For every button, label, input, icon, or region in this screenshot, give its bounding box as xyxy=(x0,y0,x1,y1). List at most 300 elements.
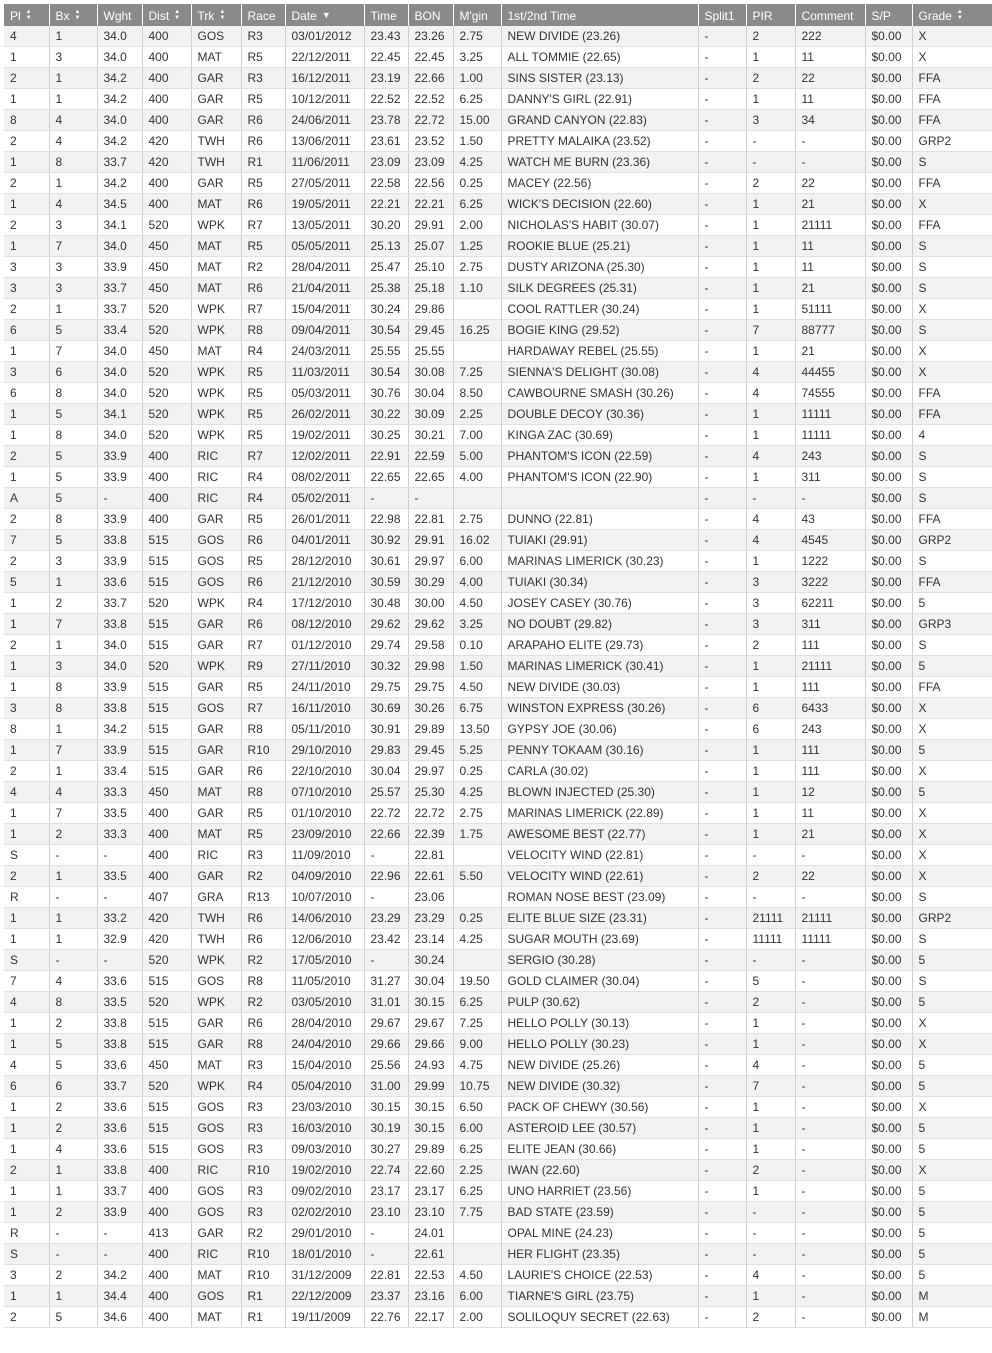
table-row[interactable] xyxy=(4,761,992,782)
cell-bx: 4 xyxy=(49,971,97,992)
cell-comment: 11 xyxy=(795,257,865,278)
cell-dist: 450 xyxy=(142,341,191,362)
cell-1st-2nd-time: PACK OF CHEWY (30.56) xyxy=(501,1097,698,1118)
cell-bx: - xyxy=(49,1223,97,1244)
table-row[interactable] xyxy=(4,1223,992,1244)
cell-date: 10/12/2011 xyxy=(285,89,364,110)
table-row[interactable] xyxy=(4,362,992,383)
cell-wght: 33.9 xyxy=(97,257,142,278)
cell-split1: - xyxy=(698,383,746,404)
cell-dist: 420 xyxy=(142,929,191,950)
cell-dist: 520 xyxy=(142,425,191,446)
cell-race: R6 xyxy=(241,1013,285,1034)
cell-pl: 1 xyxy=(4,1034,49,1055)
table-row[interactable] xyxy=(4,1118,992,1139)
cell-trk: WPK xyxy=(191,1076,241,1097)
cell-date: 09/02/2010 xyxy=(285,1181,364,1202)
cell-trk: GAR xyxy=(191,719,241,740)
cell-bon: 29.66 xyxy=(408,1034,453,1055)
cell-bx: 1 xyxy=(49,908,97,929)
cell-date: 04/01/2011 xyxy=(285,530,364,551)
cell-pir: 1 xyxy=(746,89,795,110)
table-row[interactable] xyxy=(4,194,992,215)
cell-pl: 1 xyxy=(4,89,49,110)
table-row[interactable] xyxy=(4,1055,992,1076)
cell-pl: 2 xyxy=(4,299,49,320)
table-row[interactable] xyxy=(4,467,992,488)
cell-date: 19/02/2011 xyxy=(285,425,364,446)
cell-pir: 1 xyxy=(746,677,795,698)
cell-dist: 420 xyxy=(142,131,191,152)
cell-split1: - xyxy=(698,614,746,635)
cell-1st-2nd-time: DOUBLE DECOY (30.36) xyxy=(501,404,698,425)
cell-date: 29/01/2010 xyxy=(285,1223,364,1244)
cell-bon: 24.01 xyxy=(408,1223,453,1244)
table-row[interactable] xyxy=(4,446,992,467)
table-row[interactable] xyxy=(4,131,992,152)
cell-race: R5 xyxy=(241,47,285,68)
cell-grade: X xyxy=(912,47,992,68)
cell-1st-2nd-time: BLOWN INJECTED (25.30) xyxy=(501,782,698,803)
sort-both-icon[interactable]: ▲ ▼ xyxy=(25,9,32,22)
cell-grade: FFA xyxy=(912,677,992,698)
table-row[interactable] xyxy=(4,908,992,929)
column-header-s-p[interactable] xyxy=(865,4,912,26)
cell-1st-2nd-time: NEW DIVIDE (30.32) xyxy=(501,1076,698,1097)
table-row[interactable] xyxy=(4,740,992,761)
table-row[interactable] xyxy=(4,404,992,425)
table-row[interactable] xyxy=(4,278,992,299)
cell-bon: 22.61 xyxy=(408,1244,453,1265)
cell-dist: 450 xyxy=(142,278,191,299)
cell-bon: 22.72 xyxy=(408,803,453,824)
cell-1st-2nd-time: OPAL MINE (24.23) xyxy=(501,1223,698,1244)
cell-split1: - xyxy=(698,446,746,467)
table-row[interactable] xyxy=(4,656,992,677)
cell-split1: - xyxy=(698,866,746,887)
cell-trk: MAT xyxy=(191,278,241,299)
cell-1st-2nd-time: NEW DIVIDE (30.03) xyxy=(501,677,698,698)
table-row[interactable] xyxy=(4,1181,992,1202)
table-row[interactable] xyxy=(4,1034,992,1055)
table-row[interactable] xyxy=(4,698,992,719)
cell-trk: GOS xyxy=(191,1139,241,1160)
cell-comment: 111 xyxy=(795,740,865,761)
cell-trk: GAR xyxy=(191,803,241,824)
cell-grade: 5 xyxy=(912,1244,992,1265)
cell-bx: 1 xyxy=(49,929,97,950)
cell-trk: TWH xyxy=(191,152,241,173)
cell-bx: 1 xyxy=(49,173,97,194)
cell-date: 11/03/2011 xyxy=(285,362,364,383)
table-row[interactable] xyxy=(4,1076,992,1097)
cell-comment: 11111 xyxy=(795,425,865,446)
cell-bon: 29.99 xyxy=(408,1076,453,1097)
cell-dist: 515 xyxy=(142,1097,191,1118)
table-row[interactable] xyxy=(4,824,992,845)
cell-race: R4 xyxy=(241,1076,285,1097)
cell-m-gin: 5.25 xyxy=(453,740,501,761)
cell-bon: 25.30 xyxy=(408,782,453,803)
table-row[interactable] xyxy=(4,68,992,89)
cell-grade: 5 xyxy=(912,1202,992,1223)
cell-pl: 1 xyxy=(4,236,49,257)
cell-split1: - xyxy=(698,110,746,131)
cell-bon: 23.14 xyxy=(408,929,453,950)
table-row[interactable] xyxy=(4,572,992,593)
cell-wght: 33.6 xyxy=(97,1139,142,1160)
cell-race: R10 xyxy=(241,1244,285,1265)
cell-dist: 520 xyxy=(142,656,191,677)
column-header-time[interactable] xyxy=(364,4,408,26)
table-row[interactable] xyxy=(4,782,992,803)
cell-1st-2nd-time: NEW DIVIDE (25.26) xyxy=(501,1055,698,1076)
table-row[interactable] xyxy=(4,89,992,110)
cell-race: R5 xyxy=(241,89,285,110)
table-row[interactable] xyxy=(4,950,992,971)
cell-time: 22.74 xyxy=(364,1160,408,1181)
cell-race: R4 xyxy=(241,593,285,614)
table-row[interactable] xyxy=(4,215,992,236)
cell-pl: 3 xyxy=(4,1265,49,1286)
table-row[interactable] xyxy=(4,614,992,635)
cell-grade: FFA xyxy=(912,509,992,530)
column-header-pir[interactable] xyxy=(746,4,795,26)
cell-bon: 29.58 xyxy=(408,635,453,656)
cell-1st-2nd-time: DUNNO (22.81) xyxy=(501,509,698,530)
column-header-comment[interactable] xyxy=(795,4,865,26)
cell-dist: 515 xyxy=(142,719,191,740)
cell-date: 13/05/2011 xyxy=(285,215,364,236)
cell-time: 23.19 xyxy=(364,68,408,89)
cell-wght: - xyxy=(97,1244,142,1265)
cell-time: - xyxy=(364,488,408,509)
cell-comment: 12 xyxy=(795,782,865,803)
table-row[interactable] xyxy=(4,1013,992,1034)
cell-m-gin: 6.75 xyxy=(453,698,501,719)
table-row[interactable] xyxy=(4,635,992,656)
cell-comment: - xyxy=(795,1055,865,1076)
column-header-label: Pl xyxy=(10,8,21,23)
cell-pir: 4 xyxy=(746,446,795,467)
cell-pl: 7 xyxy=(4,530,49,551)
table-row[interactable] xyxy=(4,803,992,824)
cell-comment: 21111 xyxy=(795,215,865,236)
cell-bon: 25.18 xyxy=(408,278,453,299)
cell-pl: 6 xyxy=(4,383,49,404)
cell-s-p: $0.00 xyxy=(865,1055,912,1076)
cell-wght: 33.6 xyxy=(97,572,142,593)
cell-trk: GAR xyxy=(191,173,241,194)
sort-both-icon[interactable]: ▲ ▼ xyxy=(956,9,963,22)
table-row[interactable] xyxy=(4,1244,992,1265)
table-row[interactable] xyxy=(4,383,992,404)
sort-both-icon[interactable]: ▲ ▼ xyxy=(74,9,81,22)
cell-s-p: $0.00 xyxy=(865,950,912,971)
cell-pl: 1 xyxy=(4,1181,49,1202)
cell-wght: 33.8 xyxy=(97,614,142,635)
cell-dist: 400 xyxy=(142,110,191,131)
cell-dist: 515 xyxy=(142,1034,191,1055)
table-row[interactable] xyxy=(4,866,992,887)
table-row[interactable] xyxy=(4,1307,992,1328)
table-row[interactable] xyxy=(4,236,992,257)
sort-descending-icon[interactable]: ▼ xyxy=(321,9,331,20)
table-row[interactable] xyxy=(4,341,992,362)
cell-bon: 25.07 xyxy=(408,236,453,257)
cell-1st-2nd-time: IWAN (22.60) xyxy=(501,1160,698,1181)
cell-pir: - xyxy=(746,1202,795,1223)
cell-bon: 23.29 xyxy=(408,908,453,929)
table-row[interactable] xyxy=(4,152,992,173)
cell-1st-2nd-time: NICHOLAS'S HABIT (30.07) xyxy=(501,215,698,236)
cell-grade: 5 xyxy=(912,782,992,803)
cell-pir: 4 xyxy=(746,362,795,383)
cell-trk: RIC xyxy=(191,1160,241,1181)
cell-pl: 6 xyxy=(4,1076,49,1097)
cell-m-gin: 1.25 xyxy=(453,236,501,257)
table-row[interactable] xyxy=(4,320,992,341)
cell-pir: 1 xyxy=(746,404,795,425)
cell-grade: 5 xyxy=(912,1265,992,1286)
column-header-trk[interactable] xyxy=(191,4,241,26)
table-row[interactable] xyxy=(4,992,992,1013)
cell-grade: S xyxy=(912,551,992,572)
cell-race: R2 xyxy=(241,866,285,887)
cell-bon: 23.17 xyxy=(408,1181,453,1202)
cell-bon: 23.09 xyxy=(408,152,453,173)
cell-1st-2nd-time: CAWBOURNE SMASH (30.26) xyxy=(501,383,698,404)
cell-1st-2nd-time: CARLA (30.02) xyxy=(501,761,698,782)
table-row[interactable] xyxy=(4,257,992,278)
cell-race: R3 xyxy=(241,845,285,866)
cell-dist: 520 xyxy=(142,383,191,404)
cell-bx: 1 xyxy=(49,719,97,740)
cell-bx: 6 xyxy=(49,1076,97,1097)
cell-grade: S xyxy=(912,488,992,509)
cell-m-gin: 4.50 xyxy=(453,593,501,614)
cell-race: R5 xyxy=(241,803,285,824)
column-header-race[interactable] xyxy=(241,4,285,26)
cell-1st-2nd-time: DANNY'S GIRL (22.91) xyxy=(501,89,698,110)
cell-s-p: $0.00 xyxy=(865,845,912,866)
table-row[interactable] xyxy=(4,593,992,614)
table-row[interactable] xyxy=(4,1265,992,1286)
cell-date: 19/02/2010 xyxy=(285,1160,364,1181)
column-header-date[interactable] xyxy=(285,4,364,26)
table-row[interactable] xyxy=(4,488,992,509)
cell-bon: 30.04 xyxy=(408,971,453,992)
cell-wght: 34.2 xyxy=(97,173,142,194)
cell-wght: - xyxy=(97,845,142,866)
cell-trk: WPK xyxy=(191,383,241,404)
cell-time: - xyxy=(364,1223,408,1244)
table-row[interactable] xyxy=(4,551,992,572)
table-row[interactable] xyxy=(4,509,992,530)
table-row[interactable] xyxy=(4,26,992,47)
cell-dist: 400 xyxy=(142,1202,191,1223)
table-row[interactable] xyxy=(4,929,992,950)
cell-wght: 33.6 xyxy=(97,1097,142,1118)
cell-pir: 11111 xyxy=(746,929,795,950)
cell-s-p: $0.00 xyxy=(865,1076,912,1097)
cell-grade: FFA xyxy=(912,110,992,131)
cell-dist: 515 xyxy=(142,1013,191,1034)
table-row[interactable] xyxy=(4,47,992,68)
cell-race: R7 xyxy=(241,446,285,467)
cell-pl: 3 xyxy=(4,698,49,719)
cell-pl: 1 xyxy=(4,194,49,215)
cell-pl: 4 xyxy=(4,26,49,47)
cell-bon: 30.29 xyxy=(408,572,453,593)
cell-1st-2nd-time: SINS SISTER (23.13) xyxy=(501,68,698,89)
table-row[interactable] xyxy=(4,1097,992,1118)
cell-grade: S xyxy=(912,635,992,656)
cell-trk: WPK xyxy=(191,593,241,614)
cell-1st-2nd-time: PHANTOM'S ICON (22.59) xyxy=(501,446,698,467)
cell-1st-2nd-time: MARINAS LIMERICK (30.41) xyxy=(501,656,698,677)
cell-date: 09/04/2011 xyxy=(285,320,364,341)
column-header-bon[interactable] xyxy=(408,4,453,26)
cell-trk: WPK xyxy=(191,992,241,1013)
cell-date: 28/12/2010 xyxy=(285,551,364,572)
table-row[interactable] xyxy=(4,845,992,866)
cell-comment: - xyxy=(795,1034,865,1055)
cell-date: 01/12/2010 xyxy=(285,635,364,656)
cell-m-gin: 3.25 xyxy=(453,614,501,635)
cell-split1: - xyxy=(698,698,746,719)
cell-pir: 2 xyxy=(746,992,795,1013)
cell-bx: 8 xyxy=(49,677,97,698)
sort-both-icon[interactable]: ▲ ▼ xyxy=(219,9,226,22)
cell-wght: 34.4 xyxy=(97,1286,142,1307)
cell-split1: - xyxy=(698,173,746,194)
cell-pir: - xyxy=(746,1244,795,1265)
cell-trk: MAT xyxy=(191,236,241,257)
column-header-split1[interactable] xyxy=(698,4,746,26)
cell-race: R10 xyxy=(241,1160,285,1181)
cell-bon: 30.26 xyxy=(408,698,453,719)
table-row[interactable] xyxy=(4,1139,992,1160)
cell-race: R5 xyxy=(241,404,285,425)
cell-1st-2nd-time: GYPSY JOE (30.06) xyxy=(501,719,698,740)
cell-time: 30.61 xyxy=(364,551,408,572)
cell-m-gin: 3.25 xyxy=(453,47,501,68)
table-row[interactable] xyxy=(4,425,992,446)
cell-m-gin: 4.50 xyxy=(453,677,501,698)
cell-dist: 520 xyxy=(142,992,191,1013)
table-row[interactable] xyxy=(4,173,992,194)
cell-date: 02/02/2010 xyxy=(285,1202,364,1223)
table-row[interactable] xyxy=(4,971,992,992)
cell-date: 05/03/2011 xyxy=(285,383,364,404)
cell-comment: 21 xyxy=(795,194,865,215)
cell-time: 22.66 xyxy=(364,824,408,845)
table-row[interactable] xyxy=(4,1202,992,1223)
cell-comment: - xyxy=(795,1181,865,1202)
cell-race: R5 xyxy=(241,425,285,446)
cell-s-p: $0.00 xyxy=(865,824,912,845)
table-row[interactable] xyxy=(4,530,992,551)
table-row[interactable] xyxy=(4,1286,992,1307)
cell-pir: 2 xyxy=(746,26,795,47)
cell-comment: 74555 xyxy=(795,383,865,404)
column-header-label: Dist xyxy=(148,8,170,23)
column-header-m-gin[interactable] xyxy=(453,4,501,26)
table-row[interactable] xyxy=(4,1160,992,1181)
cell-dist: 515 xyxy=(142,971,191,992)
cell-pir: 4 xyxy=(746,530,795,551)
cell-m-gin: 1.50 xyxy=(453,656,501,677)
table-row[interactable] xyxy=(4,299,992,320)
cell-split1: - xyxy=(698,47,746,68)
cell-comment: 1222 xyxy=(795,551,865,572)
column-header-1st-2nd-time[interactable] xyxy=(501,4,698,26)
table-row[interactable] xyxy=(4,887,992,908)
cell-grade: 5 xyxy=(912,1223,992,1244)
cell-comment: 11 xyxy=(795,803,865,824)
cell-s-p: $0.00 xyxy=(865,26,912,47)
column-header-pl[interactable] xyxy=(4,4,49,26)
cell-wght: 34.2 xyxy=(97,719,142,740)
cell-dist: 400 xyxy=(142,446,191,467)
cell-1st-2nd-time: JOSEY CASEY (30.76) xyxy=(501,593,698,614)
cell-pl: 1 xyxy=(4,593,49,614)
sort-both-icon[interactable]: ▲ ▼ xyxy=(174,9,181,22)
cell-comment: 3222 xyxy=(795,572,865,593)
cell-bon: 22.39 xyxy=(408,824,453,845)
cell-dist: 520 xyxy=(142,215,191,236)
cell-date: 24/03/2011 xyxy=(285,341,364,362)
cell-1st-2nd-time: NO DOUBT (29.82) xyxy=(501,614,698,635)
cell-wght: 34.0 xyxy=(97,47,142,68)
cell-1st-2nd-time: ROMAN NOSE BEST (23.09) xyxy=(501,887,698,908)
cell-comment: 43 xyxy=(795,509,865,530)
cell-m-gin xyxy=(453,1244,501,1265)
cell-s-p: $0.00 xyxy=(865,992,912,1013)
table-row[interactable] xyxy=(4,110,992,131)
cell-race: R5 xyxy=(241,362,285,383)
cell-trk: MAT xyxy=(191,341,241,362)
cell-m-gin: 2.25 xyxy=(453,404,501,425)
cell-m-gin: 1.75 xyxy=(453,824,501,845)
cell-bx: 2 xyxy=(49,1265,97,1286)
cell-trk: GAR xyxy=(191,614,241,635)
cell-dist: 400 xyxy=(142,1181,191,1202)
cell-split1: - xyxy=(698,152,746,173)
column-header-bx[interactable] xyxy=(49,4,97,26)
cell-bx: 1 xyxy=(49,68,97,89)
cell-dist: 400 xyxy=(142,1307,191,1328)
cell-split1: - xyxy=(698,950,746,971)
cell-grade: 5 xyxy=(912,992,992,1013)
cell-split1: - xyxy=(698,467,746,488)
table-row[interactable] xyxy=(4,719,992,740)
cell-pl: 5 xyxy=(4,572,49,593)
column-header-grade[interactable] xyxy=(912,4,992,26)
cell-dist: 450 xyxy=(142,782,191,803)
cell-s-p: $0.00 xyxy=(865,299,912,320)
cell-grade: 5 xyxy=(912,656,992,677)
table-row[interactable] xyxy=(4,677,992,698)
cell-dist: 400 xyxy=(142,866,191,887)
column-header-dist[interactable] xyxy=(142,4,191,26)
cell-pir: - xyxy=(746,152,795,173)
column-header-wght[interactable] xyxy=(97,4,142,26)
cell-split1: - xyxy=(698,341,746,362)
cell-dist: 400 xyxy=(142,1286,191,1307)
cell-wght: 33.9 xyxy=(97,740,142,761)
